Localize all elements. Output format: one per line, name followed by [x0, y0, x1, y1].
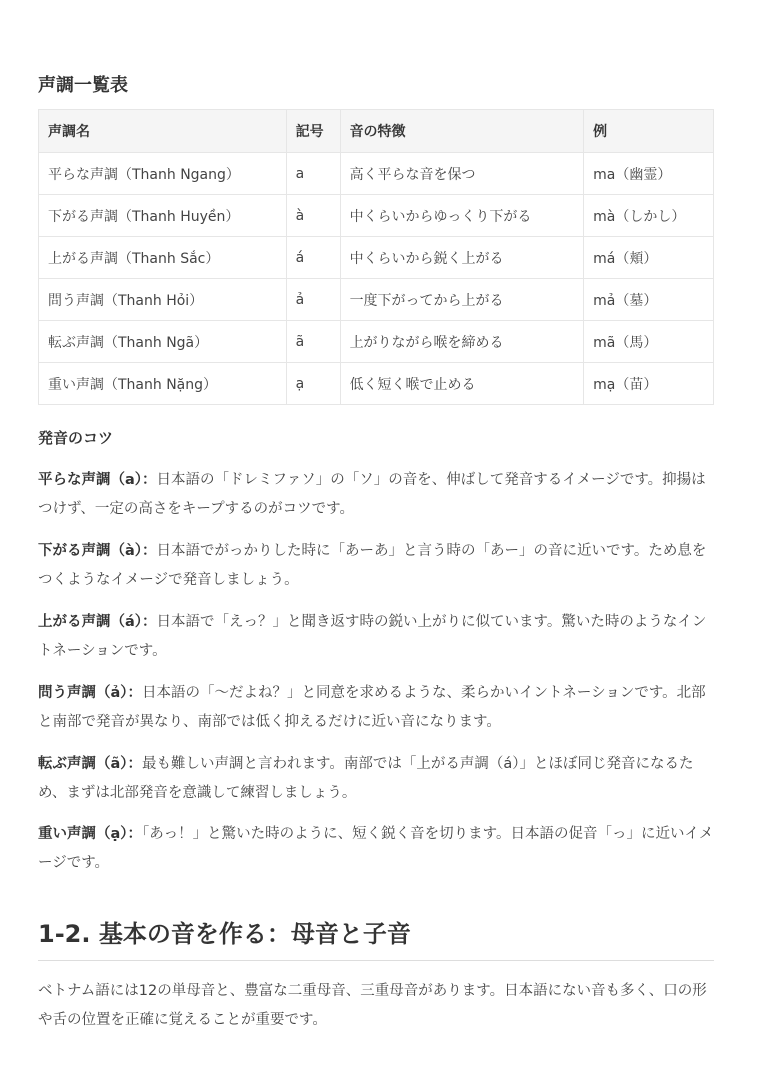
cell-tone-name: 平らな声調（Thanh Ngang） [39, 153, 287, 195]
cell-sound-feature: 中くらいから鋭く上がる [340, 237, 584, 279]
cell-example: mả（墓） [584, 279, 714, 321]
tip-term: 転ぶ声調（ã）： [38, 756, 143, 772]
tip-text: 最も難しい声調と言われます。南部では「上がる声調（á）」とほぼ同じ発音になるため、まずは北部発音を意識して練習しましょう。 [38, 756, 694, 801]
table-title: 声調一覧表 [38, 75, 128, 96]
tip-text: 日本語で「えっ？」と聞き返す時の鋭い上がりに似ています。驚いた時のようなイントネーションです。 [38, 614, 707, 659]
tip-text: 日本語の「〜だよね？」と同意を求めるような、柔らかいイントネーションです。北部と南部で発音が異なり、南部では低く抑えるだけに近い音になります。 [38, 685, 706, 730]
cell-tone-name: 転ぶ声調（Thanh Ngã） [39, 321, 287, 363]
tip-term: 平らな声調（a）： [38, 472, 157, 488]
cell-tone-name: 問う声調（Thanh Hỏi） [39, 279, 287, 321]
column-header-symbol: 記号 [286, 110, 340, 153]
cell-example: mã（馬） [584, 321, 714, 363]
tip-paragraph [38, 537, 714, 595]
cell-symbol: à [286, 195, 340, 237]
cell-example: ma（幽霊） [584, 153, 714, 195]
cell-symbol: á [286, 237, 340, 279]
cell-sound-feature: 中くらいからゆっくり下がる [340, 195, 584, 237]
column-header-example: 例 [584, 110, 714, 153]
table-row [39, 237, 714, 279]
tip-term: 上がる声調（á）： [38, 614, 157, 630]
tip-text: 日本語でがっかりした時に「あーあ」と言う時の「あー」の音に近いです。ため息をつくようなイメージで発音しましょう。 [38, 543, 707, 588]
tip-paragraph [38, 466, 714, 524]
cell-sound-feature: 高く平らな音を保つ [340, 153, 584, 195]
cell-sound-feature: 一度下がってから上がる [340, 279, 584, 321]
table-header-row [39, 110, 714, 153]
cell-tone-name: 下がる声調（Thanh Huyền） [39, 195, 287, 237]
table-row [39, 195, 714, 237]
section-heading: 1-2. 基本の音を作る：母音と子音 [38, 916, 714, 961]
cell-tone-name: 上がる声調（Thanh Sắc） [39, 237, 287, 279]
table-row [39, 321, 714, 363]
tip-paragraph [38, 750, 714, 808]
table-row [39, 363, 714, 405]
table-row [39, 153, 714, 195]
cell-sound-feature: 低く短く喉で止める [340, 363, 584, 405]
column-header-sound-feature: 音の特徴 [340, 110, 584, 153]
cell-example: mà（しかし） [584, 195, 714, 237]
tip-text: 「あっ！」と驚いた時のように、短く鋭く音を切ります。日本語の促音「っ」に近いイメージです。 [38, 826, 714, 871]
tip-term: 問う声調（ả）： [38, 685, 143, 701]
cell-example: mạ（苗） [584, 363, 714, 405]
tip-paragraph [38, 679, 714, 737]
cell-symbol: ả [286, 279, 340, 321]
table-row [39, 279, 714, 321]
tip-paragraph [38, 820, 714, 878]
cell-symbol: a [286, 153, 340, 195]
cell-symbol: ã [286, 321, 340, 363]
cell-symbol: ạ [286, 363, 340, 405]
intro-paragraph: ベトナム語には12の単母音と、豊富な二重母音、三重母音があります。日本語にない音も多く、口の形や舌の位置を正確に覚えることが重要です。 [38, 983, 707, 1028]
tone-table [38, 109, 714, 405]
tip-term: 下がる声調（à）： [38, 543, 157, 559]
tip-paragraph [38, 608, 714, 666]
cell-tone-name: 重い声調（Thanh Nặng） [39, 363, 287, 405]
tip-text: 日本語の「ドレミファソ」の「ソ」の音を、伸ばして発音するイメージです。抑揚はつけず、一定の高さをキープするのがコツです。 [38, 472, 706, 517]
cell-example: má（頬） [584, 237, 714, 279]
tip-term: 重い声調（ạ）： [38, 826, 143, 842]
column-header-tone-name: 声調名 [39, 110, 287, 153]
tips-title: 発音のコツ [38, 429, 114, 447]
cell-sound-feature: 上がりながら喉を締める [340, 321, 584, 363]
